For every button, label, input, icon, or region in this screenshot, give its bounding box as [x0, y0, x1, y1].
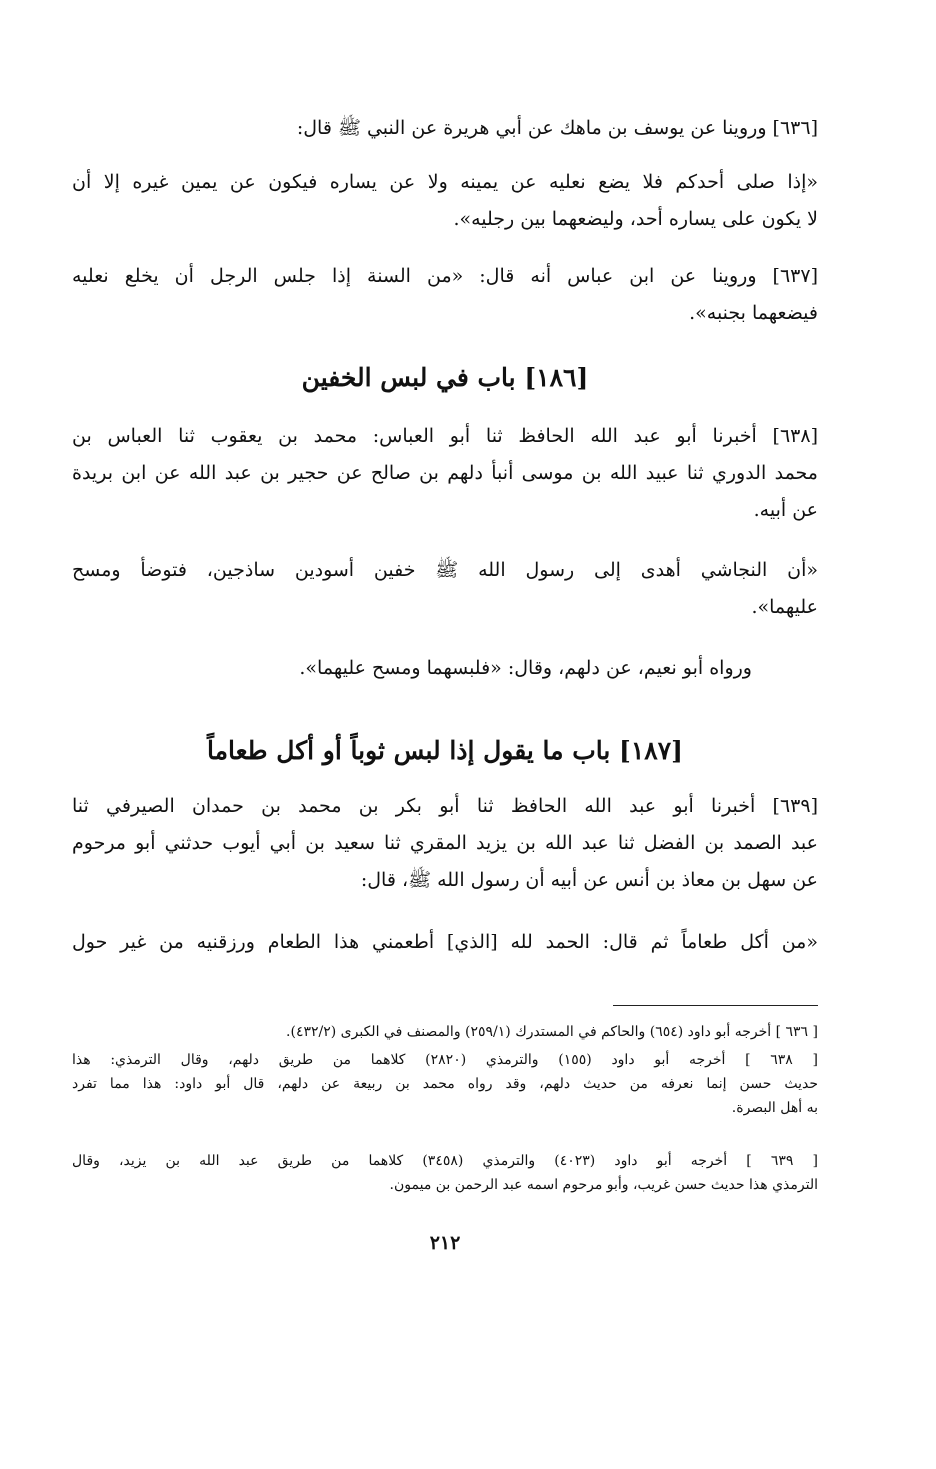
footnote-639-line-1: [ ٦٣٩ ] أخرجه أبو داود (٤٠٢٣) والترمذي (٣٤٥٨) كلاهما من طريق عبد الله بن يزيد، وقال	[72, 1153, 818, 1169]
hadith-636	[72, 110, 818, 147]
hadith-639-isnad-line-1: [٦٣٩] أخبرنا أبو عبد الله الحافظ ثنا أبو بكر بن محمد بن حمدان الصيرفي ثنا	[72, 795, 818, 817]
footnote-638-line-2: حديث حسن إنما نعرفه من حديث دلهم، وقد رواه محمد بن ربيعة عن دلهم، قال أبو داود: هذا مما تفرد	[72, 1076, 818, 1092]
footnote-639-line-2: الترمذي هذا حديث حسن غريب، وأبو مرحوم اسمه عبد الرحمن بن ميمون.	[389, 1177, 818, 1193]
hadith-638-note	[72, 650, 752, 687]
hadith-638-isnad-line-2: محمد الدوري ثنا عبيد الله بن موسى أنبأ دلهم بن صالح عن حجير بن عبد الله عن ابن بريدة	[72, 462, 818, 484]
footnote-separator	[613, 1005, 818, 1006]
hadith-637-line-2: فيضعهما بجنبه».	[689, 302, 818, 324]
hadith-636-intro: [٦٣٦] وروينا عن يوسف بن ماهك عن أبي هريرة عن النبي ﷺ قال:	[296, 117, 818, 139]
footnote-636-line: [ ٦٣٦ ] أخرجه أبو داود (٦٥٤) والحاكم في المستدرك (٢٥٩/١) والمصنف في الكبرى (٤٣٢/٢).	[286, 1024, 818, 1040]
chapter-187-heading: [١٨٧] باب ما يقول إذا لبس ثوباً أو أكل طعاماً	[207, 736, 683, 765]
book-page	[72, 0, 818, 1469]
hadith-636-text-line-2: لا يكون على يساره أحد، وليضعهما بين رجليه».	[453, 208, 818, 230]
hadith-638-matn-line-1: «أن النجاشي أهدى إلى رسول الله ﷺ خفين أسودين ساذجين، فتوضأ ومسح	[72, 559, 818, 581]
hadith-638-matn-line-2: عليهما».	[751, 596, 818, 618]
footnote-638	[72, 1048, 818, 1120]
footnote-636	[72, 1020, 818, 1044]
footnote-639	[72, 1149, 818, 1197]
hadith-638-note-line: ورواه أبو نعيم، عن دلهم، وقال: «فلبسهما ومسح عليهما».	[299, 657, 752, 679]
hadith-638-matn	[72, 552, 818, 626]
hadith-636-text	[72, 164, 818, 238]
footnote-638-line-3: به أهل البصرة.	[731, 1100, 818, 1116]
hadith-637	[72, 258, 818, 332]
hadith-639-isnad-line-2: عبد الصمد بن الفضل ثنا عبد الله بن يزيد المقري ثنا سعيد بن أبي أيوب حدثني أبو مرحوم	[72, 832, 818, 854]
hadith-638-isnad	[72, 418, 818, 529]
hadith-639-matn	[72, 924, 818, 961]
page-number: ٢١٢	[429, 1232, 461, 1254]
hadith-638-isnad-line-1: [٦٣٨] أخبرنا أبو عبد الله الحافظ ثنا أبو العباس: محمد بن يعقوب ثنا العباس بن	[72, 425, 818, 447]
hadith-636-text-line-1: «إذا صلى أحدكم فلا يضع نعليه عن يمينه ولا عن يساره فيكون عن يمين غيره إلا أن	[72, 171, 818, 193]
hadith-637-line-1: [٦٣٧] وروينا عن ابن عباس أنه قال: «من السنة إذا جلس الرجل أن يخلع نعليه	[72, 265, 818, 287]
hadith-639-matn-line-1: «من أكل طعاماً ثم قال: الحمد لله [الذي] أطعمني هذا الطعام ورزقنيه من غير حول	[72, 931, 818, 953]
footnote-638-line-1: [ ٦٣٨ ] أخرجه أبو داود (١٥٥) والترمذي (٢٨٢٠) كلاهما من طريق دلهم، وقال الترمذي: هذا	[72, 1052, 818, 1068]
chapter-186-heading: [١٨٦] باب في لبس الخفين	[301, 363, 589, 392]
hadith-638-isnad-line-3: عن أبيه.	[753, 499, 818, 521]
hadith-639-isnad-line-3: عن سهل بن معاذ بن أنس عن أبيه أن رسول الله ﷺ، قال:	[360, 869, 818, 891]
hadith-639-isnad	[72, 788, 818, 899]
